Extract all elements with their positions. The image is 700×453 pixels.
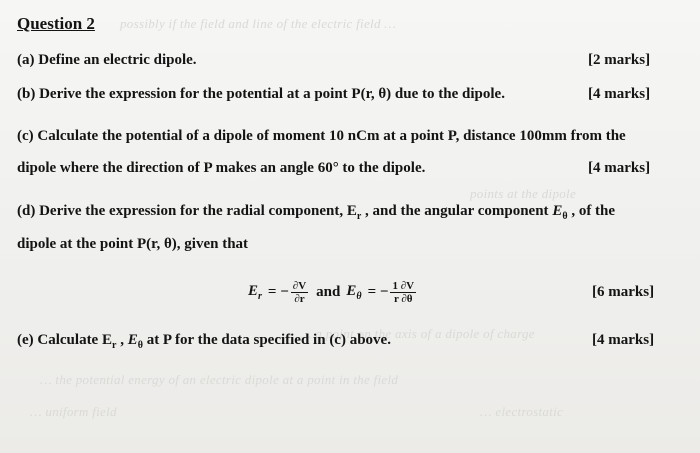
show-through-text: possibly if the field and line of the electric field … [120,16,397,31]
er-fraction [291,280,308,305]
er-symbol: $E_r$ [248,282,262,302]
show-through-text: … uniform field [30,404,117,419]
part-d-text-start: (d) Derive the expression for the radial component, E [17,203,357,219]
part-b-text: (b) Derive the expression for the potential at a point P(r, θ) due to the dipole. [17,86,505,102]
part-c-text-line2: dipole where the direction of P makes an angle 60° to the dipole. [17,160,426,176]
part-a-text: (a) Define an electric dipole. [17,52,197,68]
part-d-marks: [6 marks] [592,284,655,300]
show-through-text: … electrostatic [480,404,564,419]
part-c-text-line1: (c) Calculate the potential of a dipole of moment 10 nCm at a point P, distance 100mm from the [17,128,626,144]
etheta-numerator: 1 ∂V [392,279,415,292]
etheta-denominator: r ∂θ [393,292,413,305]
question-heading: Question 2 [17,14,95,33]
part-e-text: (e) Calculate $E_r$ , $E_\theta$ at P for the data specified in (c) above. [17,332,391,351]
part-a-marks: [2 marks] [588,52,651,68]
part-d-text-line1: (d) Derive the expression for the radial component, $E_r$ , and the angular component $E_\theta$ , of the [17,203,616,222]
etheta-fraction [390,280,416,305]
show-through-text: … the potential energy of an electric dipole at a point in the field [40,372,399,387]
er-denominator: ∂r [294,292,305,305]
er-numerator: ∂V [292,279,307,292]
show-through-text: points at the dipole [470,186,577,201]
part-d-text-line2: dipole at the point P(r, θ), given that [17,236,249,252]
part-b-marks: [4 marks] [588,86,651,102]
equation-and: and [316,283,341,300]
etheta-symbol: $E_\theta$ [346,282,362,302]
part-e-marks: [4 marks] [592,332,655,348]
part-c-marks: [4 marks] [588,160,651,176]
part-e-text-start: (e) Calculate E [17,332,112,348]
show-through-text: … a point on the axis of a dipole of charge [300,326,535,341]
field-equation: $E_r$ = − $\frac{\partial V}{\partial r}$ and $E_\theta$ = − $\frac{1 \partial V}{r \partial\theta}$ [248,279,415,305]
